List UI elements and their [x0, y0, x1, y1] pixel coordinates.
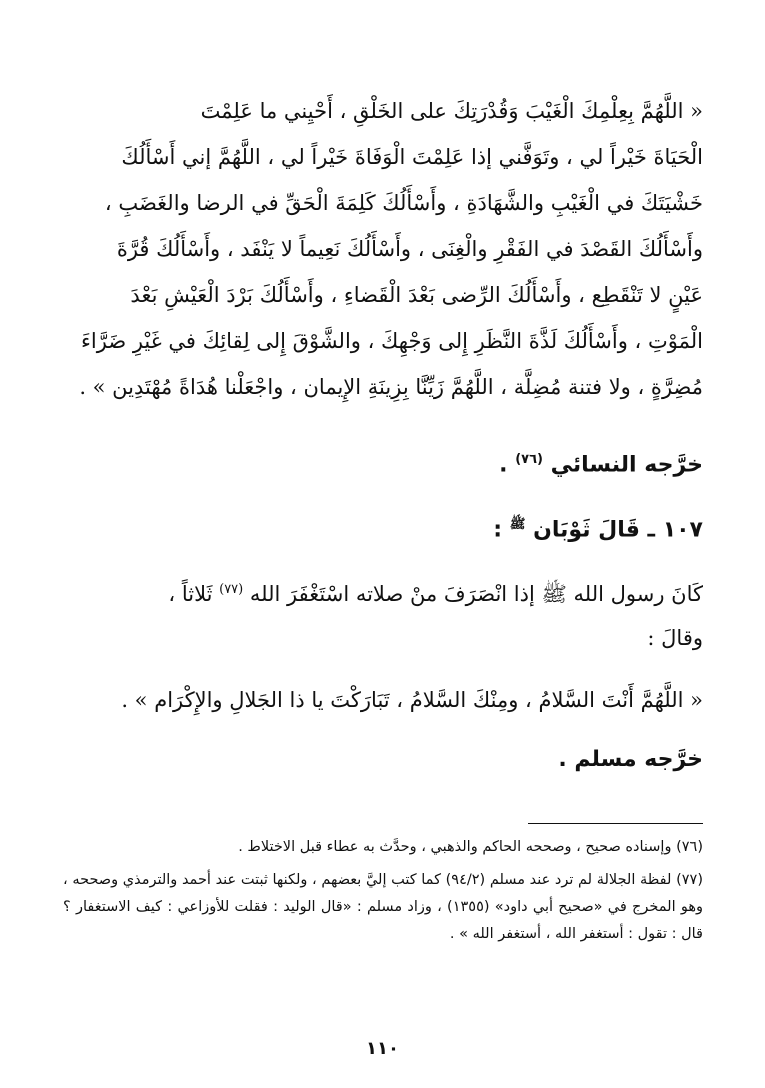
attribution-muslim: خرَّجه مسلم .	[558, 747, 703, 772]
footnote-item	[63, 867, 703, 948]
footnote-text: لفظة الجلالة لم ترد عند مسلم (٩٤/٢) كما كتب إليَّ بعضهم ، ولكنها ثبتت عند أحمد والترمذي وصححه ، وهو المخرج في «صحيح أبي داود» (١٣٥٥) ، وزاد مسلم : «قال الوليد : فقلت للأوزاعي : كيف الاستغفار ؟ قال : تقول : أستغفر الله ، أستغفر الله » .	[63, 872, 703, 942]
footnote-text: وإسناده صحيح ، وصححه الحاكم والذهبي ، وحدَّث به عطاء قبل الاختلاط .	[238, 839, 677, 855]
text-line: عَيْنٍ لا تَنْقَطِع ، وأَسْأَلُكَ الرِّضى بَعْدَ الْقَضاءِ ، وأَسْأَلُكَ بَرْدَ الْعَيْشِ بَعْدَ	[130, 283, 703, 307]
page-number: ١١٠	[366, 1038, 399, 1059]
hadith-text: كَانَ رسول الله ﷺ إذا انْصَرَفَ منْ صلاته اسْتَغْفَرَ الله	[243, 582, 703, 606]
text-line: خَشْيَتَكَ في الْغَيْبِ والشَّهَادَةِ ، وأَسْأَلُكَ كَلِمَةَ الْحَقِّ في الرضا والغَضَبِ ،	[104, 191, 703, 215]
attribution-text: خرَّجه النسائي	[550, 452, 703, 478]
dua-text: « اللَّهُمَّ أَنْتَ السَّلامُ ، ومِنْكَ السَّلامُ ، تَبَارَكْتَ يا ذا الجَلالِ والإِكْرَام » .	[121, 688, 703, 712]
hadith-text: ثَلاثاً ،	[168, 582, 220, 606]
hadith-line: وقالَ :	[647, 626, 703, 650]
text-line: « اللَّهُمَّ بِعِلْمِكَ الْغَيْبَ وَقُدْرَتِكَ على الخَلْقِ ، أَحْيِني ما عَلِمْتَ	[200, 99, 703, 123]
text-line: وأَسْأَلُكَ القَصْدَ في الفَقْرِ والْغِنَى ، وأَسْأَلُكَ نَعِيماً لا يَنْفَد ، وأَسْأَلُكَ قُرَّةَ	[116, 237, 703, 261]
supplication-text	[63, 88, 703, 410]
honorific-glyph: ﷺ	[509, 517, 526, 532]
footnote-label: (٧٦)	[676, 839, 703, 855]
text-line: الْحَيَاةَ خَيْراً لي ، وتَوَفَّني إذا عَلِمْتَ الْوَفَاةَ خَيْراً لي ، اللَّهُمَّ إني أَسْأَلُكَ	[121, 145, 703, 169]
attribution-nasai	[63, 440, 703, 485]
hadith-number: ١٠٧	[662, 517, 703, 543]
text-line: الْمَوْتِ ، وأَسْأَلُكَ لَذَّةَ النَّظَرِ إِلى وَجْهِكَ ، والشَّوْقَ إِلى لِقائِكَ في غَيْرِ ضَرَّاءَ	[81, 329, 703, 353]
hadith-body	[63, 568, 703, 660]
attribution-tail: .	[499, 452, 516, 478]
hadith-heading-tail: :	[493, 517, 510, 543]
footnotes	[63, 834, 703, 954]
footnote-ref: (٧٧)	[219, 582, 244, 597]
footnote-divider	[528, 823, 703, 824]
hadith-line	[63, 568, 703, 616]
text-line: مُضِرَّةٍ ، ولا فتنة مُضِلَّة ، اللَّهُمَّ زَيِّنَّا بِزِينَةِ الإِيمان ، واجْعَلْنا هُدَاةً مُهْتَدِين » .	[79, 375, 703, 399]
footnote-item	[63, 834, 703, 861]
footnote-label: (٧٧)	[676, 872, 703, 888]
hadith-narrator: ـ قَالَ ثَوْبَان	[525, 517, 663, 543]
hadith-heading	[63, 505, 703, 550]
footnote-ref: (٧٦)	[515, 452, 543, 467]
